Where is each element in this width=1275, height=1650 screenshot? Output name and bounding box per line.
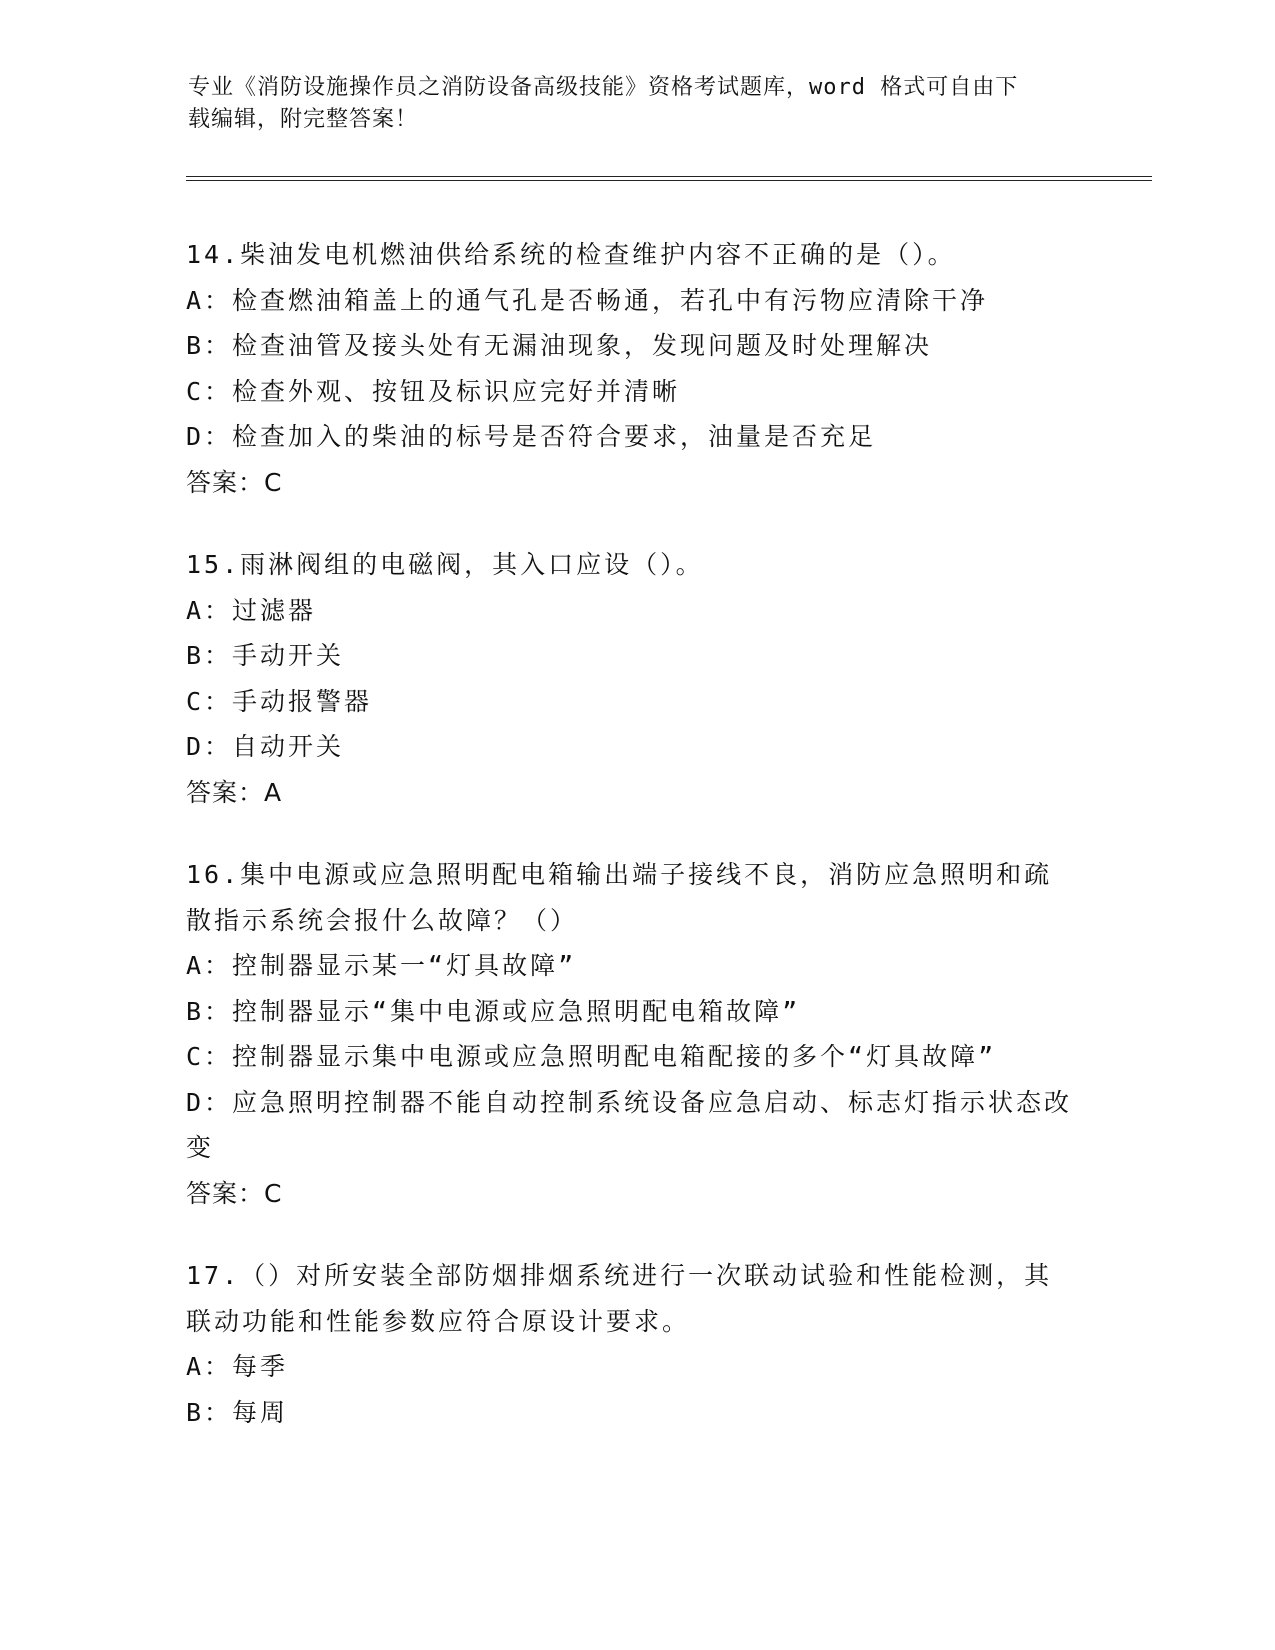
header-line-1: 专业《消防设施操作员之消防设备高级技能》资格考试题库，word 格式可自由下 [188,75,1019,100]
option-d: D：应急照明控制器不能自动控制系统设备应急启动、标志灯指示状态改变 [186,1087,1073,1162]
option-b: B：每周 [186,1397,289,1427]
header-line-2: 载编辑，附完整答案！ [188,107,419,132]
question-list [186,232,1076,1472]
question-stem: 15.雨淋阀组的电磁阀，其入口应设（）。 [186,550,704,579]
option-c: C：手动报警器 [186,686,373,716]
option-b: B：控制器显示“集中电源或应急照明配电箱故障” [186,996,801,1026]
option-b: B：检查油管及接头处有无漏油现象，发现问题及时处理解决 [186,331,933,360]
option-a: A：检查燃油箱盖上的通气孔是否畅通，若孔中有污物应清除干净 [186,285,989,315]
option-d: D：自动开关 [186,732,345,761]
question-15 [186,542,1076,815]
question-17 [186,1253,1076,1435]
answer-line: 答案：C [186,467,283,497]
question-14 [186,232,1076,505]
option-d: D：检查加入的柴油的标号是否符合要求，油量是否充足 [186,422,877,451]
document-header [188,72,1068,136]
answer-line: 答案：A [186,777,283,807]
question-stem: 17.（）对所安装全部防烟排烟系统进行一次联动试验和性能检测，其联动功能和性能参数应符合原设计要求。 [186,1261,1053,1336]
option-b: B：手动开关 [186,641,345,670]
option-a: A：控制器显示某一“灯具故障” [186,951,577,980]
question-16 [186,852,1076,1216]
header-divider [186,176,1152,181]
option-a: A：过滤器 [186,595,317,625]
option-c: C：控制器显示集中电源或应急照明配电箱配接的多个“灯具故障” [186,1042,997,1071]
answer-line: 答案：C [186,1178,283,1208]
question-stem: 14.柴油发电机燃油供给系统的检查维护内容不正确的是（）。 [186,240,956,269]
option-a: A：每季 [186,1352,289,1381]
question-stem: 16.集中电源或应急照明配电箱输出端子接线不良，消防应急照明和疏散指示系统会报什么故障？（） [186,860,1053,935]
option-c: C：检查外观、按钮及标识应完好并清晰 [186,376,681,406]
